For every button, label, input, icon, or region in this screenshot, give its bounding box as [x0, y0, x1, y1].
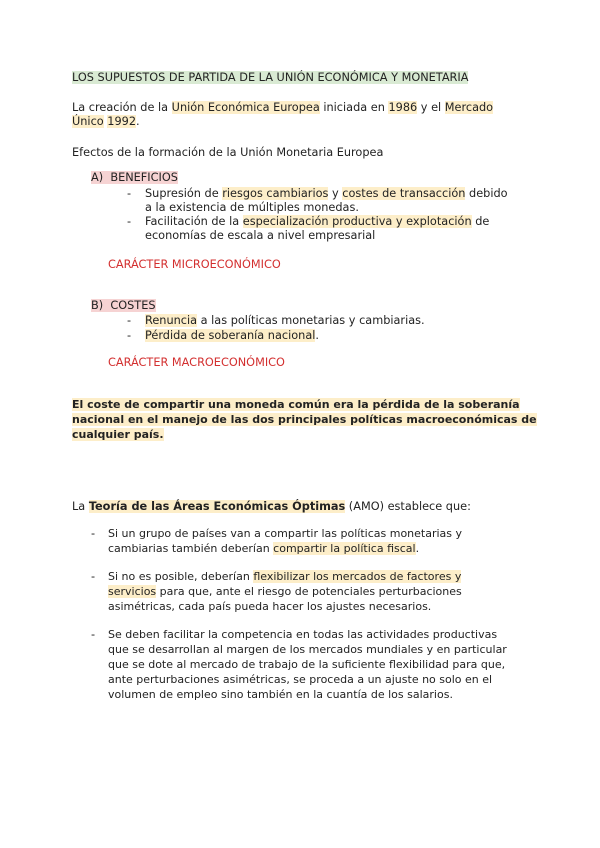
conclusion-text: cualquier país. — [72, 428, 164, 441]
point-1-line-2 — [108, 541, 419, 556]
benefits-heading — [91, 170, 178, 185]
benefit-text: y — [328, 187, 343, 200]
point-text: que se desarrollan al margen de los mercados mundiales y en particular — [108, 643, 507, 656]
benefits-heading-text: BENEFICIOS — [110, 171, 178, 184]
benefit-text: de — [471, 215, 490, 228]
intro-text: La creación de la — [72, 101, 172, 114]
cost-item-1 — [145, 313, 425, 328]
highlight-market: Mercado — [444, 101, 494, 114]
bullet-dash: - — [127, 187, 132, 200]
point-3-line-5 — [108, 687, 453, 702]
point-2-line-2 — [108, 584, 462, 599]
highlight-risks: riesgos cambiarios — [222, 187, 329, 200]
benefit-text: a la existencia de múltiples monedas. — [145, 201, 359, 214]
conclusion-text: nacional en el manejo de las dos principales políticas macroeconómicas de — [72, 413, 537, 426]
benefits-marker: A) — [91, 171, 104, 184]
benefit-text: economías de escala a nivel empresarial — [145, 229, 376, 242]
intro-line-2 — [72, 114, 140, 129]
highlight-amo: Teoría de las Áreas Económicas Óptimas — [88, 500, 346, 513]
point-text: volumen de empleo sino también en la cuantía de los salarios. — [108, 688, 453, 701]
title-text: LOS SUPUESTOS DE PARTIDA DE LA UNIÓN ECONÓMICA Y MONETARIA — [72, 71, 469, 84]
point-text: Si no es posible, deberían — [108, 570, 254, 583]
highlight-flexibilize: flexibilizar los mercados de factores y — [253, 570, 462, 583]
bullet-dash: - — [127, 329, 132, 342]
highlight-specialization: especialización productiva y explotación — [242, 215, 472, 228]
point-text: cambiarias también deberían — [108, 542, 274, 555]
costs-marker: B) — [91, 299, 104, 312]
point-text: Si un grupo de países van a compartir las políticas monetarias y — [108, 527, 463, 540]
point-3-line-2 — [108, 642, 507, 657]
bullet-dash: - — [91, 570, 96, 583]
point-3-line-3 — [108, 657, 505, 672]
macro-character — [108, 355, 285, 370]
intro-text: y el — [417, 101, 445, 114]
bullet-dash: - — [91, 628, 96, 641]
micro-character-text: CARÁCTER MICROECONÓMICO — [108, 258, 281, 271]
point-text: asimétricas, cada país pueda hacer los ajustes necesarios. — [108, 600, 432, 613]
macro-character-text: CARÁCTER MACROECONÓMICO — [108, 356, 285, 369]
point-3-line-4 — [108, 672, 492, 687]
cost-item-2 — [145, 328, 319, 343]
amo-intro — [72, 499, 471, 514]
bullet-dash: - — [91, 527, 96, 540]
costs-heading-text: COSTES — [110, 299, 156, 312]
benefit-item-2 — [145, 214, 489, 229]
effects-heading-text: Efectos de la formación de la Unión Monetaria Europea — [72, 146, 384, 159]
point-1-line-1 — [108, 526, 462, 541]
benefit-item-2-cont — [145, 228, 375, 243]
conclusion-line-3 — [72, 427, 164, 442]
point-2-line-3 — [108, 599, 431, 614]
benefit-item-1-cont — [145, 200, 359, 215]
point-text: . — [415, 542, 420, 555]
bullet-dash: - — [127, 314, 132, 327]
costs-heading — [91, 298, 156, 313]
highlight-sovereignty: Pérdida de soberanía nacional — [145, 329, 316, 342]
highlight-fiscal: compartir la política fiscal — [273, 542, 416, 555]
point-3-line-1 — [108, 627, 497, 642]
highlight-year: 1986 — [388, 101, 418, 114]
highlight-services: servicios — [108, 585, 157, 598]
amo-text: (AMO) establece que: — [345, 500, 471, 513]
intro-text: iniciada en — [319, 101, 389, 114]
point-2-line-1 — [108, 569, 461, 584]
conclusion-line-2 — [72, 412, 537, 427]
amo-text: La — [72, 500, 89, 513]
benefit-text: Facilitación de la — [145, 215, 243, 228]
benefit-text: Supresión de — [145, 187, 223, 200]
point-text: Se deben facilitar la competencia en todas las actividades productivas — [108, 628, 498, 641]
point-text: ante perturbaciones asimétricas, se proceda a un ajuste no solo en el — [108, 673, 493, 686]
cost-text: . — [315, 329, 319, 342]
point-text: para que, ante el riesgo de potenciales perturbaciones — [156, 585, 462, 598]
effects-heading — [72, 145, 383, 160]
document-title — [72, 70, 468, 85]
conclusion-line-1 — [72, 397, 520, 412]
point-text: que se dote al mercado de trabajo de la suficiente flexibilidad para que, — [108, 658, 506, 671]
bullet-dash: - — [127, 215, 132, 228]
intro-text: . — [136, 115, 140, 128]
highlight-year: 1992 — [107, 115, 137, 128]
highlight-union: Unión Económica Europea — [171, 101, 320, 114]
micro-character — [108, 257, 281, 272]
benefit-item-1 — [145, 186, 508, 201]
intro-line-1 — [72, 100, 493, 115]
cost-text: a las políticas monetarias y cambiarias. — [197, 314, 425, 327]
conclusion-text: El coste de compartir una moneda común era la pérdida de la soberanía — [72, 398, 520, 411]
highlight-costs: costes de transacción — [342, 187, 466, 200]
highlight-market: Único — [72, 115, 104, 128]
highlight-renuncia: Renuncia — [145, 314, 198, 327]
benefit-text: debido — [465, 187, 508, 200]
